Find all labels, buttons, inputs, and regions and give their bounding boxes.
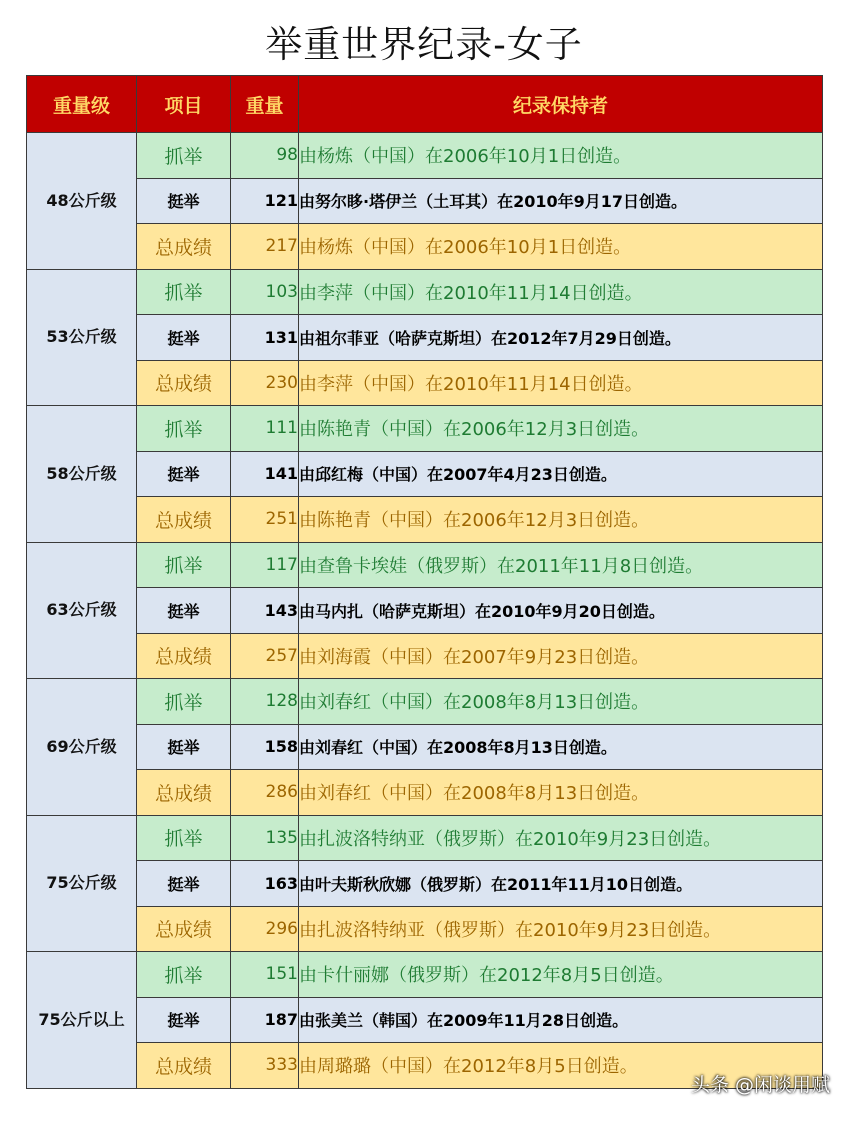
weight-cell: 333 (231, 1043, 299, 1089)
holder-cell: 由刘春红（中国）在2008年8月13日创造。 (299, 679, 823, 725)
event-cell: 抓举 (137, 815, 231, 861)
event-cell: 总成绩 (137, 224, 231, 270)
event-cell: 挺举 (137, 588, 231, 634)
event-cell: 抓举 (137, 952, 231, 998)
weight-cell: 128 (231, 679, 299, 725)
weight-class-cell: 53公斤级 (27, 269, 137, 406)
holder-cell: 由刘海霞（中国）在2007年9月23日创造。 (299, 633, 823, 679)
weight-class-cell: 58公斤级 (27, 406, 137, 543)
table-row (27, 633, 823, 679)
header-row (27, 76, 823, 133)
table-row (27, 269, 823, 315)
table-row (27, 224, 823, 270)
holder-cell: 由祖尔菲亚（哈萨克斯坦）在2012年7月29日创造。 (299, 315, 823, 361)
table-row (27, 679, 823, 725)
table-row (27, 360, 823, 406)
holder-cell: 由努尔眵·塔伊兰（土耳其）在2010年9月17日创造。 (299, 178, 823, 224)
weight-cell: 117 (231, 542, 299, 588)
holder-cell: 由刘春红（中国）在2008年8月13日创造。 (299, 724, 823, 770)
table-row (27, 770, 823, 816)
weight-cell: 98 (231, 133, 299, 179)
weight-cell: 131 (231, 315, 299, 361)
table-row (27, 952, 823, 998)
records-table (26, 75, 823, 1089)
holder-cell: 由扎波洛特纳亚（俄罗斯）在2010年9月23日创造。 (299, 906, 823, 952)
holder-cell: 由马内扎（哈萨克斯坦）在2010年9月20日创造。 (299, 588, 823, 634)
holder-cell: 由叶夫斯秋欣娜（俄罗斯）在2011年11月10日创造。 (299, 861, 823, 907)
event-cell: 抓举 (137, 542, 231, 588)
holder-cell: 由陈艳青（中国）在2006年12月3日创造。 (299, 406, 823, 452)
event-cell: 挺举 (137, 178, 231, 224)
table-row (27, 451, 823, 497)
table-row (27, 315, 823, 361)
weight-cell: 143 (231, 588, 299, 634)
weight-cell: 230 (231, 360, 299, 406)
weight-cell: 217 (231, 224, 299, 270)
table-row (27, 178, 823, 224)
weight-cell: 135 (231, 815, 299, 861)
table-row (27, 724, 823, 770)
event-cell: 挺举 (137, 997, 231, 1043)
weight-cell: 121 (231, 178, 299, 224)
event-cell: 挺举 (137, 724, 231, 770)
header-event: 项目 (137, 76, 231, 133)
holder-cell: 由邱红梅（中国）在2007年4月23日创造。 (299, 451, 823, 497)
weight-cell: 111 (231, 406, 299, 452)
weight-cell: 141 (231, 451, 299, 497)
holder-cell: 由查鲁卡埃娃（俄罗斯）在2011年11月8日创造。 (299, 542, 823, 588)
weight-cell: 163 (231, 861, 299, 907)
watermark: 头条 @闲谈用赋 (690, 1074, 830, 1096)
header-weight: 重量 (231, 76, 299, 133)
event-cell: 挺举 (137, 451, 231, 497)
table-row (27, 406, 823, 452)
event-cell: 抓举 (137, 269, 231, 315)
weight-cell: 286 (231, 770, 299, 816)
event-cell: 总成绩 (137, 1043, 231, 1089)
event-cell: 总成绩 (137, 906, 231, 952)
holder-cell: 由刘春红（中国）在2008年8月13日创造。 (299, 770, 823, 816)
weight-class-cell: 75公斤级 (27, 815, 137, 952)
weight-cell: 257 (231, 633, 299, 679)
header-weight-class: 重量级 (27, 76, 137, 133)
event-cell: 挺举 (137, 315, 231, 361)
event-cell: 总成绩 (137, 360, 231, 406)
records-body (27, 133, 823, 1089)
event-cell: 抓举 (137, 679, 231, 725)
weight-cell: 103 (231, 269, 299, 315)
holder-cell: 由张美兰（韩国）在2009年11月28日创造。 (299, 997, 823, 1043)
weight-cell: 151 (231, 952, 299, 998)
table-row (27, 815, 823, 861)
table-row (27, 542, 823, 588)
table-row (27, 133, 823, 179)
event-cell: 总成绩 (137, 633, 231, 679)
weight-class-cell: 48公斤级 (27, 133, 137, 270)
page-title: 举重世界纪录-女子 (265, 23, 583, 66)
event-cell: 总成绩 (137, 770, 231, 816)
holder-cell: 由李萍（中国）在2010年11月14日创造。 (299, 269, 823, 315)
holder-cell: 由杨炼（中国）在2006年10月1日创造。 (299, 224, 823, 270)
holder-cell: 由杨炼（中国）在2006年10月1日创造。 (299, 133, 823, 179)
holder-cell: 由卡什丽娜（俄罗斯）在2012年8月5日创造。 (299, 952, 823, 998)
table-row (27, 497, 823, 543)
holder-cell: 由陈艳青（中国）在2006年12月3日创造。 (299, 497, 823, 543)
table-row (27, 588, 823, 634)
weight-class-cell: 63公斤级 (27, 542, 137, 679)
weight-class-cell: 69公斤级 (27, 679, 137, 816)
weight-class-cell: 75公斤以上 (27, 952, 137, 1089)
weight-cell: 251 (231, 497, 299, 543)
table-row (27, 861, 823, 907)
holder-cell: 由扎波洛特纳亚（俄罗斯）在2010年9月23日创造。 (299, 815, 823, 861)
header-holder: 纪录保持者 (299, 76, 823, 133)
table-row (27, 997, 823, 1043)
weight-cell: 296 (231, 906, 299, 952)
weight-cell: 187 (231, 997, 299, 1043)
table-row (27, 906, 823, 952)
event-cell: 挺举 (137, 861, 231, 907)
holder-cell: 由周璐璐（中国）在2012年8月5日创造。 (299, 1043, 823, 1089)
event-cell: 抓举 (137, 133, 231, 179)
event-cell: 总成绩 (137, 497, 231, 543)
event-cell: 抓举 (137, 406, 231, 452)
weight-cell: 158 (231, 724, 299, 770)
holder-cell: 由李萍（中国）在2010年11月14日创造。 (299, 360, 823, 406)
